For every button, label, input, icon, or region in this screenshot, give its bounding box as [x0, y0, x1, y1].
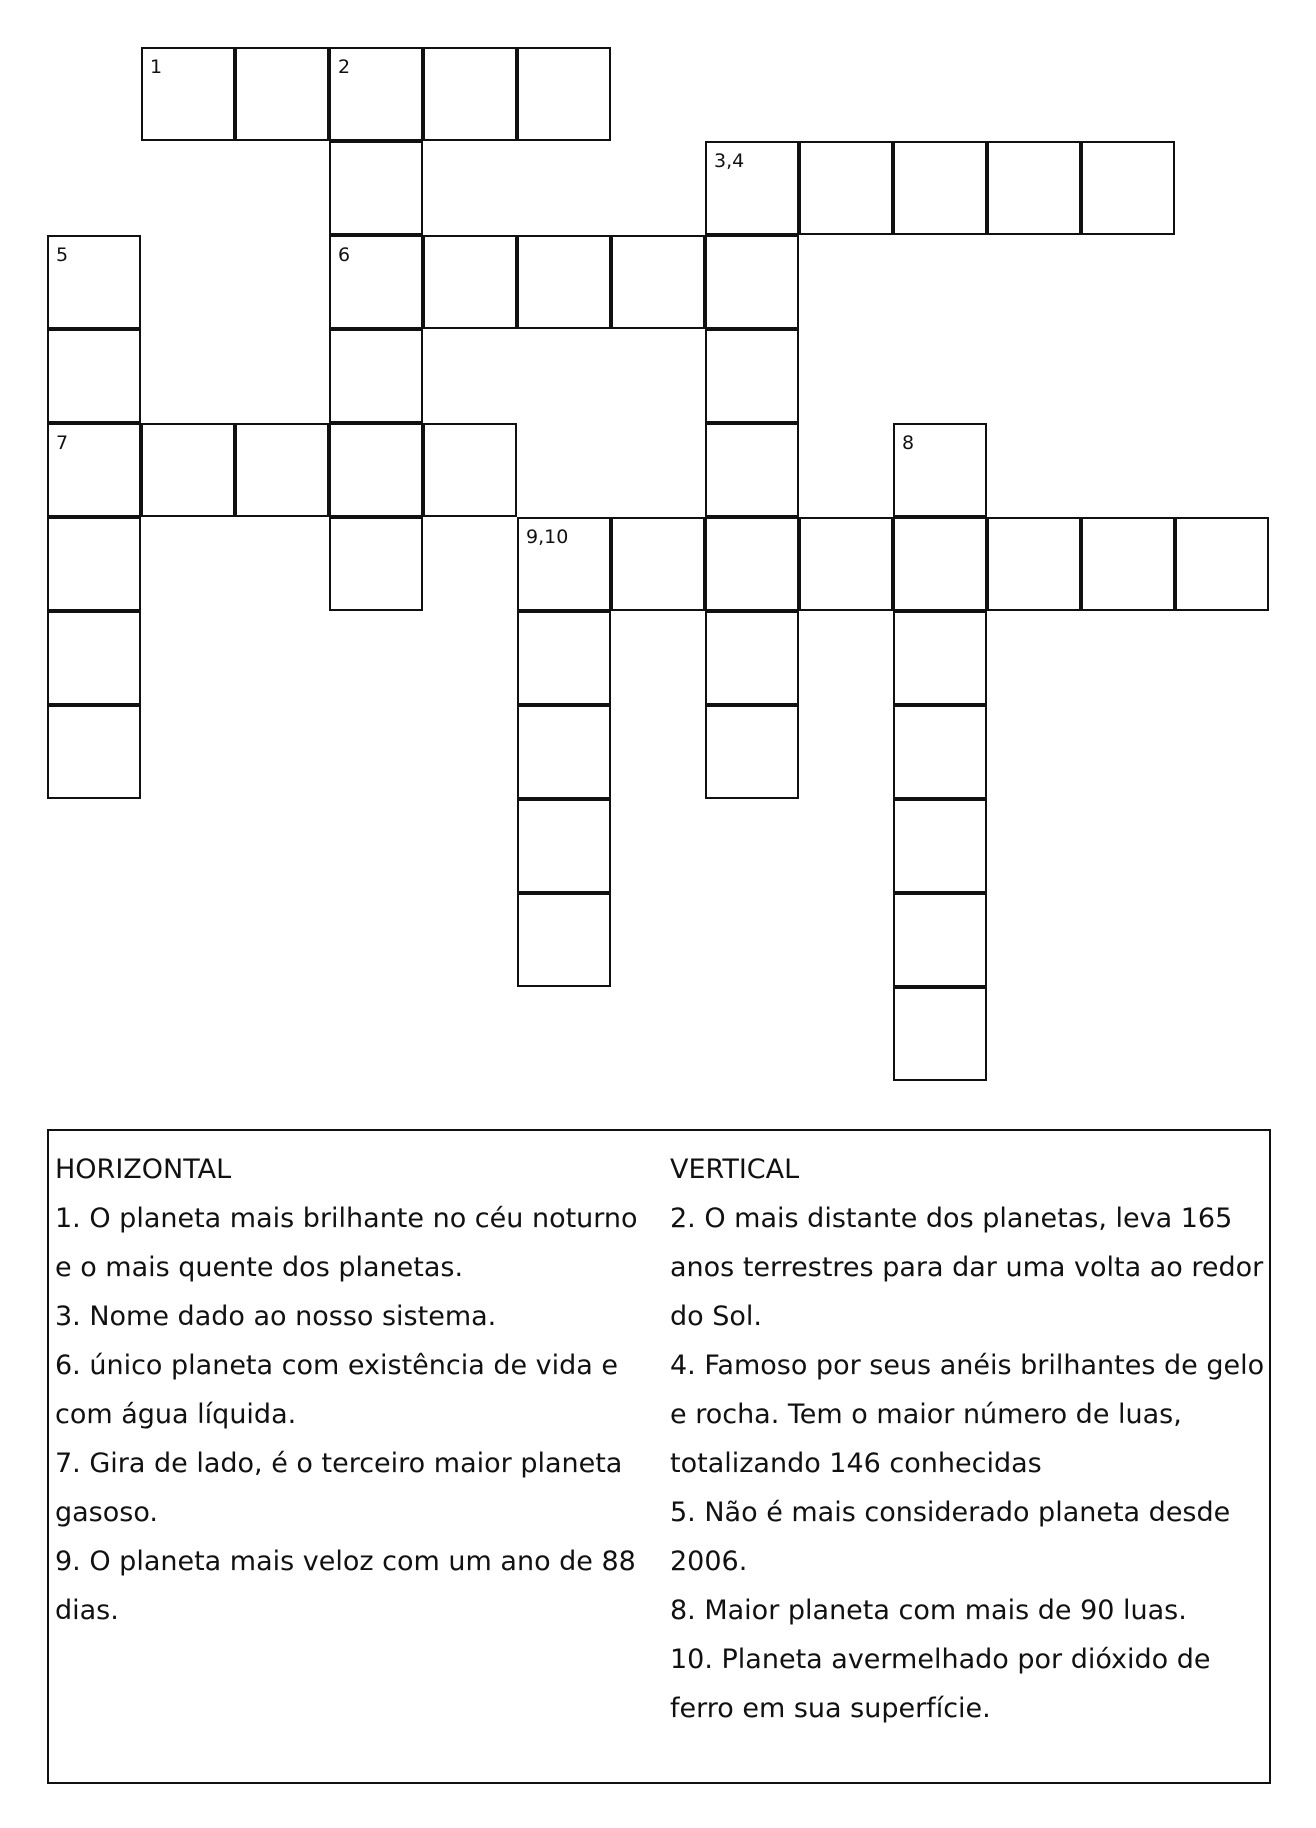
horizontal-clue-line: 6. único planeta com existência de vida e: [55, 1350, 619, 1381]
crossword-cell[interactable]: [611, 517, 705, 611]
crossword-cell[interactable]: [705, 141, 799, 235]
crossword-cell[interactable]: [705, 329, 799, 423]
crossword-cell[interactable]: [705, 611, 799, 705]
crossword-cell[interactable]: [235, 47, 329, 141]
vertical-clue-line: 4. Famoso por seus anéis brilhantes de gelo: [670, 1350, 1265, 1381]
crossword-cell[interactable]: [517, 705, 611, 799]
vertical-clue-line: 10. Planeta avermelhado por dióxido de: [670, 1644, 1211, 1675]
horizontal-title: HORIZONTAL: [55, 1154, 232, 1185]
crossword-cell[interactable]: [329, 517, 423, 611]
crossword-cell[interactable]: [893, 799, 987, 893]
vertical-clue-line: 8. Maior planeta com mais de 90 luas.: [670, 1595, 1187, 1626]
clue-number: 3,4: [714, 150, 745, 172]
crossword-cell[interactable]: [423, 423, 517, 517]
vertical-clue-line: anos terrestres para dar uma volta ao redor: [670, 1252, 1264, 1283]
crossword-cell[interactable]: [329, 423, 423, 517]
crossword-cell[interactable]: [517, 611, 611, 705]
crossword-cell[interactable]: [329, 141, 423, 235]
crossword-cell[interactable]: [329, 47, 423, 141]
clue-number: 7: [56, 432, 69, 454]
crossword-cell[interactable]: [47, 423, 141, 517]
clue-number: 1: [150, 56, 163, 78]
clue-number: 9,10: [526, 526, 569, 548]
crossword-cell[interactable]: [329, 329, 423, 423]
vertical-clue-line: ferro em sua superfície.: [670, 1693, 991, 1724]
crossword-cell[interactable]: [47, 705, 141, 799]
crossword-cell[interactable]: [47, 611, 141, 705]
vertical-clue-line: do Sol.: [670, 1301, 762, 1332]
crossword-cell[interactable]: [517, 47, 611, 141]
crossword-cell[interactable]: [235, 423, 329, 517]
crossword-cell[interactable]: [893, 141, 987, 235]
crossword-cell[interactable]: [141, 423, 235, 517]
crossword-cell[interactable]: [1081, 517, 1175, 611]
vertical-clue-line: e rocha. Tem o maior número de luas,: [670, 1399, 1182, 1430]
crossword-cell[interactable]: [611, 235, 705, 329]
crossword-cell[interactable]: [1081, 141, 1175, 235]
horizontal-clue-line: 1. O planeta mais brilhante no céu noturno: [55, 1203, 638, 1234]
crossword-cell[interactable]: [517, 893, 611, 987]
clue-number: 5: [56, 244, 69, 266]
crossword-cell[interactable]: [329, 235, 423, 329]
crossword-cell[interactable]: [987, 141, 1081, 235]
crossword-cell[interactable]: [423, 235, 517, 329]
crossword-cell[interactable]: [705, 235, 799, 329]
crossword-cell[interactable]: [799, 517, 893, 611]
horizontal-clue-line: dias.: [55, 1595, 119, 1626]
crossword-cell[interactable]: [517, 799, 611, 893]
horizontal-clues: [55, 1145, 655, 1635]
crossword-cell[interactable]: [705, 423, 799, 517]
crossword-cell[interactable]: [893, 893, 987, 987]
crossword-cell[interactable]: [893, 705, 987, 799]
horizontal-clue-line: com água líquida.: [55, 1399, 297, 1430]
crossword-cell[interactable]: [987, 517, 1081, 611]
clue-number: 2: [338, 56, 351, 78]
clue-number: 8: [902, 432, 915, 454]
vertical-title: VERTICAL: [670, 1154, 800, 1185]
crossword-cell[interactable]: [893, 987, 987, 1081]
vertical-clue-line: 5. Não é mais considerado planeta desde: [670, 1497, 1231, 1528]
vertical-clues: [670, 1145, 1270, 1733]
vertical-clue-line: 2006.: [670, 1546, 748, 1577]
horizontal-clue-line: 3. Nome dado ao nosso sistema.: [55, 1301, 497, 1332]
crossword-cell[interactable]: [799, 141, 893, 235]
crossword-cell[interactable]: [893, 517, 987, 611]
clue-number: 6: [338, 244, 351, 266]
crossword-cell[interactable]: [47, 329, 141, 423]
crossword-cell[interactable]: [141, 47, 235, 141]
vertical-clue-line: 2. O mais distante dos planetas, leva 165: [670, 1203, 1233, 1234]
crossword-cell[interactable]: [705, 705, 799, 799]
horizontal-clue-line: 9. O planeta mais veloz com um ano de 88: [55, 1546, 636, 1577]
horizontal-clue-line: e o mais quente dos planetas.: [55, 1252, 464, 1283]
crossword-cell[interactable]: [47, 517, 141, 611]
crossword-cell[interactable]: [705, 517, 799, 611]
horizontal-clue-line: 7. Gira de lado, é o terceiro maior planeta: [55, 1448, 623, 1479]
clues-box: [47, 1129, 1271, 1784]
crossword-cell[interactable]: [517, 235, 611, 329]
crossword-cell[interactable]: [517, 517, 611, 611]
horizontal-clue-line: gasoso.: [55, 1497, 158, 1528]
crossword-cell[interactable]: [893, 423, 987, 517]
crossword-cell[interactable]: [893, 611, 987, 705]
vertical-clue-line: totalizando 146 conhecidas: [670, 1448, 1042, 1479]
crossword-cell[interactable]: [1175, 517, 1269, 611]
crossword-cell[interactable]: [47, 235, 141, 329]
crossword-cell[interactable]: [423, 47, 517, 141]
